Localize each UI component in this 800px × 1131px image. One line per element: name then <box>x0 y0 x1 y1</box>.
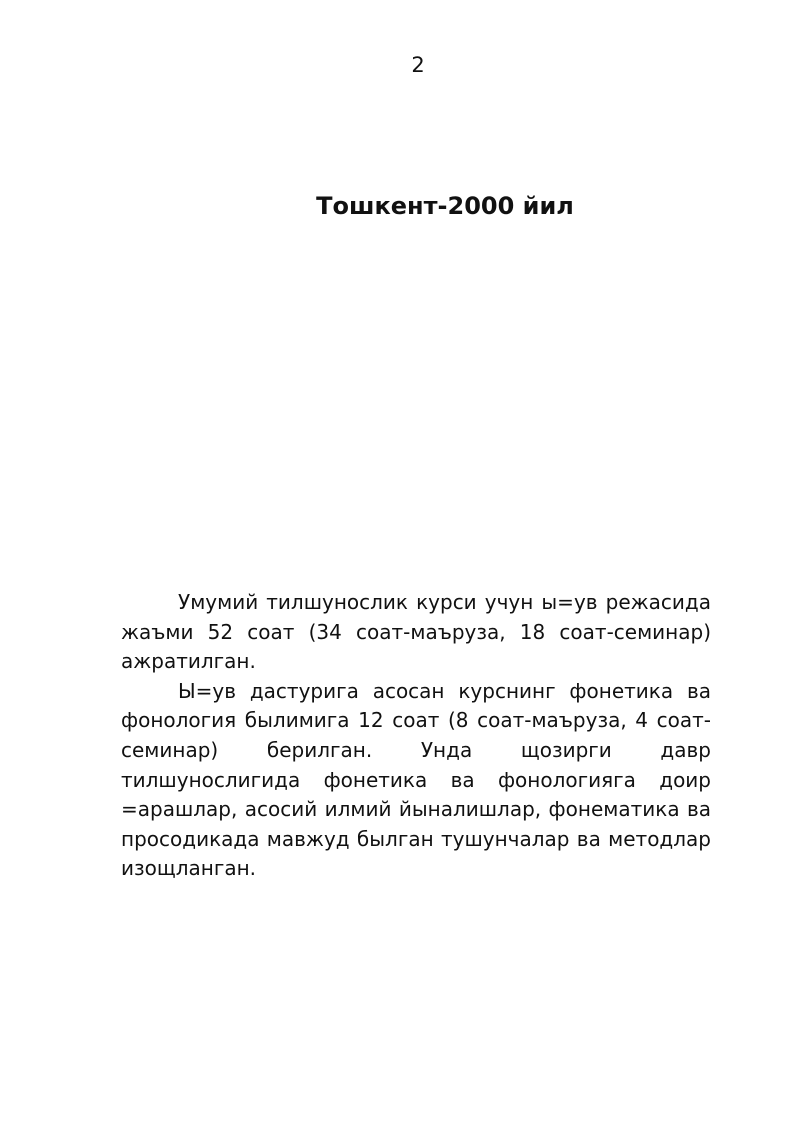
place-year-heading: Тошкент-2000 йил <box>316 192 574 220</box>
page-number: 2 <box>411 53 425 77</box>
annotation-text <box>121 588 711 884</box>
paragraph-course-hours: Умумий тилшунослик курси учун ы=ув режасида жаъми 52 соат (34 соат-маъруза, 18 соат-семинар) ажратилган. <box>121 590 711 674</box>
paragraph-phonetics-section: Ы=ув дастурига асосан курснинг фонетика ва фонология былимига 12 соат (8 соат-маъруза, 4 соат-семинар) берилган. Унда щозирги давр тилшунослигида фонетика ва фонологияга доир =арашлар, асосий илмий йыналишлар, фонематика ва просодикада мавжуд былган тушунчалар ва методлар изощланган. <box>121 678 711 881</box>
